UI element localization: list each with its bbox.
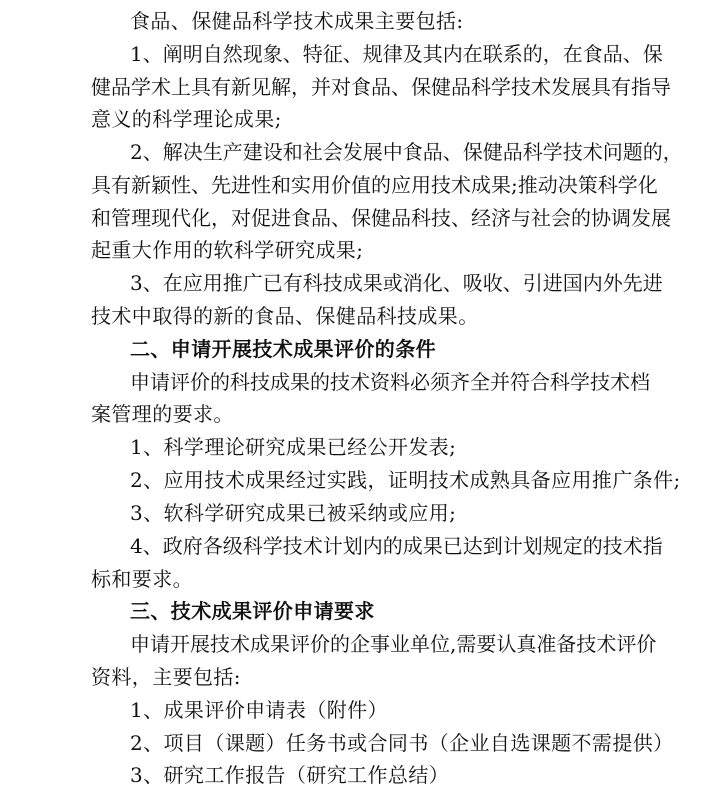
requirement-1: 1、成果评价申请表（附件） [130,698,388,722]
requirement-3: 3、研究工作报告（研究工作总结） [130,763,450,787]
condition-1: 1、科学理论研究成果已经公开发表; [130,435,457,459]
item2-line4: 起重大作用的软科学研究成果; [91,238,364,262]
requirement-2: 2、项目（课题）任务书或合同书（企业自选课题不需提供） [130,731,674,755]
section-2-intro-line2: 案管理的要求。 [91,402,234,426]
item1-line2: 健品学术上具有新见解，并对食品、保健品科学技术发展具有指导 [91,75,671,99]
item3-line2: 技术中取得的新的食品、保健品科技成果。 [91,304,479,328]
condition-3: 3、软科学研究成果已被采纳或应用; [130,501,457,525]
section-2-heading: 二、申请开展技术成果评价的条件 [130,337,436,361]
section-3-intro-line2: 资料，主要包括: [91,665,241,689]
condition-2: 2、应用技术成果经过实践，证明技术成熟具备应用推广条件; [130,468,681,492]
section-3-heading: 三、技术成果评价申请要求 [130,599,375,623]
item2-line1: 2、解决生产建设和社会发展中食品、保健品科学技术问题的， [130,140,683,164]
intro-text: 食品、保健品科学技术成果主要包括: [130,9,464,33]
condition-4-line2: 标和要求。 [91,567,193,591]
item3-line1: 3、在应用推广已有科技成果或消化、吸收、引进国内外先进 [130,271,663,295]
item1-line3: 意义的科学理论成果; [91,107,282,131]
condition-4-line1: 4、政府各级科学技术计划内的成果已达到计划规定的技术指 [130,534,663,558]
item1-line1: 1、阐明自然现象、特征、规律及其内在联系的，在食品、保 [130,42,663,66]
item2-line3: 和管理现代化，对促进食品、保健品科技、经济与社会的协调发展 [91,206,671,230]
section-2-intro-line1: 申请评价的科技成果的技术资料必须齐全并符合科学技术档 [130,370,650,394]
section-3-intro-line1: 申请开展技术成果评价的企事业单位,需要认真准备技术评价 [130,632,657,656]
item2-line2: 具有新颖性、先进性和实用价值的应用技术成果;推动决策科学化 [91,173,658,197]
